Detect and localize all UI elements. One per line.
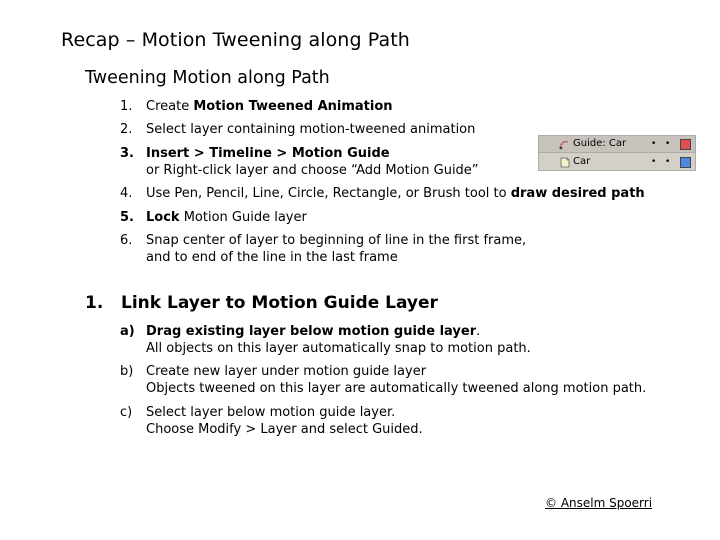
lock-dot[interactable]: • — [665, 157, 671, 167]
list-item-a — [120, 323, 531, 357]
item-text: Use Pen, Pencil, Line, Circle, Rectangle, or Brush tool to — [146, 186, 511, 201]
section-heading-tweening: Tweening Motion along Path — [85, 68, 330, 88]
list-item-4 — [120, 185, 645, 202]
layer-row-guide[interactable] — [539, 136, 695, 153]
visibility-dot[interactable]: • — [651, 157, 657, 167]
item-number: 2. — [120, 122, 133, 137]
motion-guide-icon — [559, 139, 570, 150]
item-number: 6. — [120, 233, 133, 248]
item-text: Create new layer under motion guide layer — [146, 364, 427, 379]
item-text: Motion Guide layer — [179, 210, 307, 225]
item-text: Select layer below motion guide layer. — [146, 405, 396, 420]
item-bold-text: Drag existing layer below motion guide layer — [146, 324, 477, 339]
layer-color-swatch[interactable] — [680, 139, 691, 150]
item-continuation: or Right-click layer and choose “Add Motion Guide” — [146, 163, 479, 178]
item-number: b) — [120, 364, 134, 379]
item-bold-text: Lock — [146, 210, 180, 225]
item-text: Create — [146, 99, 194, 114]
item-continuation: Choose Modify > Layer and select Guided. — [146, 422, 423, 437]
layer-color-swatch[interactable] — [680, 157, 691, 168]
list-item-2 — [120, 121, 475, 138]
item-bold-text: Motion Tweened Animation — [193, 99, 393, 114]
item-text: Snap center of layer to beginning of line in the first frame, — [146, 233, 527, 248]
lock-dot[interactable]: • — [665, 139, 671, 149]
layer-name: Car — [573, 156, 591, 167]
list-item-3 — [120, 145, 479, 179]
section-number: 1. — [85, 293, 104, 313]
item-bold-text: draw desired path — [510, 186, 645, 201]
item-bold-text: Insert > Timeline > Motion Guide — [146, 146, 390, 161]
slide-title: Recap – Motion Tweening along Path — [61, 29, 410, 51]
section-heading-text: Link Layer to Motion Guide Layer — [121, 293, 438, 313]
list-item-5 — [120, 209, 307, 226]
item-number: 3. — [120, 146, 134, 161]
list-item-6 — [120, 232, 526, 266]
item-continuation: and to end of the line in the last frame — [146, 250, 398, 265]
item-number: a) — [120, 324, 135, 339]
list-item-1 — [120, 98, 393, 115]
item-number: 1. — [120, 99, 133, 114]
item-text: Select layer containing motion-tweened animation — [146, 122, 476, 137]
item-text: . — [476, 324, 481, 339]
layer-icon — [559, 157, 570, 168]
visibility-dot[interactable]: • — [651, 139, 657, 149]
timeline-layers-panel — [538, 135, 696, 171]
list-item-b — [120, 363, 646, 397]
item-number: c) — [120, 405, 133, 420]
layer-name: Guide: Car — [573, 138, 627, 149]
item-continuation: Objects tweened on this layer are automatically tweened along motion path. — [146, 381, 647, 396]
item-number: 4. — [120, 186, 133, 201]
layer-row-car[interactable] — [539, 154, 695, 171]
section-heading-link-layer — [85, 293, 438, 313]
list-item-c — [120, 404, 423, 438]
item-number: 5. — [120, 210, 134, 225]
item-continuation: All objects on this layer automatically snap to motion path. — [146, 341, 531, 356]
copyright-link[interactable]: © Anselm Spoerri — [545, 496, 653, 510]
